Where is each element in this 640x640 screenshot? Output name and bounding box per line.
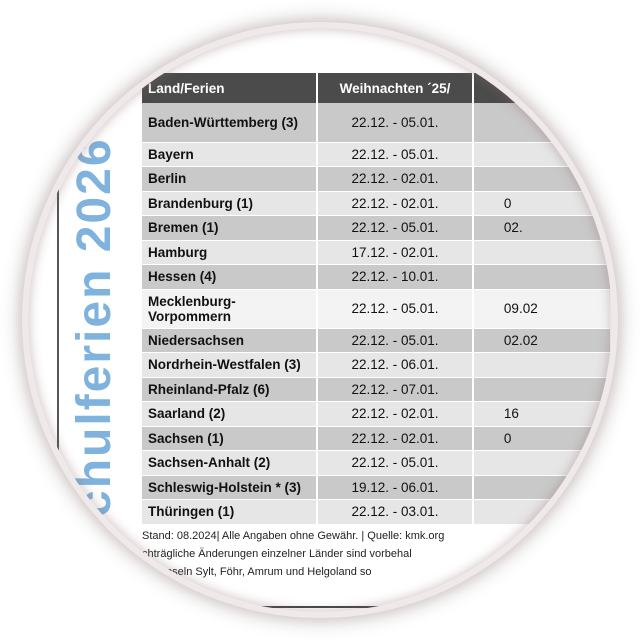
table-row <box>142 500 611 525</box>
next-holiday-cell <box>473 167 611 192</box>
footer-notice: chträgliche Änderungen einzelner Länder sind vorbehal <box>142 548 412 560</box>
footer-islands: Inseln Sylt, Föhr, Amrum und Helgoland so <box>163 566 372 578</box>
next-holiday-cell: 16 <box>473 402 611 427</box>
christmas-cell: 22.12. - 02.01. <box>317 191 473 216</box>
table-row <box>142 103 611 142</box>
table-row <box>142 475 611 500</box>
state-cell: Berlin <box>142 167 317 192</box>
next-holiday-cell <box>473 451 611 476</box>
state-cell: Hessen (4) <box>142 265 317 290</box>
table-row <box>142 353 611 378</box>
table-row <box>142 426 611 451</box>
next-holiday-cell <box>473 240 611 265</box>
state-cell: Mecklenburg-Vorpommern <box>142 289 317 328</box>
holiday-sheet <box>28 28 612 612</box>
table-header-row <box>142 73 611 103</box>
christmas-cell: 22.12. - 03.01. <box>317 500 473 525</box>
magnifier-lens <box>28 28 612 612</box>
header-next <box>473 73 611 103</box>
state-cell: Hamburg <box>142 240 317 265</box>
state-cell: Saarland (2) <box>142 402 317 427</box>
christmas-cell: 19.12. - 06.01. <box>317 475 473 500</box>
table-row <box>142 265 611 290</box>
christmas-cell: 22.12. - 06.01. <box>317 353 473 378</box>
header-state: Land/Ferien <box>142 73 317 103</box>
table-body <box>142 103 611 524</box>
table-row <box>142 451 611 476</box>
table-row <box>142 377 611 402</box>
next-holiday-cell <box>473 142 611 167</box>
table-row <box>142 142 611 167</box>
christmas-cell: 17.12. - 02.01. <box>317 240 473 265</box>
christmas-cell: 22.12. - 02.01. <box>317 167 473 192</box>
table-row <box>142 216 611 241</box>
state-cell: Thüringen (1) <box>142 500 317 525</box>
christmas-cell: 22.12. - 05.01. <box>317 142 473 167</box>
state-cell: Schleswig-Holstein * (3) <box>142 475 317 500</box>
next-holiday-cell <box>473 500 611 525</box>
state-cell: Nordrhein-Westfalen (3) <box>142 353 317 378</box>
state-cell: Bremen (1) <box>142 216 317 241</box>
next-holiday-cell: 02.02 <box>473 328 611 353</box>
bottom-rule <box>142 606 612 608</box>
state-cell: Sachsen-Anhalt (2) <box>142 451 317 476</box>
holiday-table <box>142 73 612 525</box>
christmas-cell: 22.12. - 10.01. <box>317 265 473 290</box>
next-holiday-cell <box>473 265 611 290</box>
table-row <box>142 402 611 427</box>
next-holiday-cell <box>473 377 611 402</box>
christmas-cell: 22.12. - 05.01. <box>317 289 473 328</box>
state-cell: Brandenburg (1) <box>142 191 317 216</box>
state-cell: Sachsen (1) <box>142 426 317 451</box>
christmas-cell: 22.12. - 05.01. <box>317 328 473 353</box>
table-row <box>142 289 611 328</box>
next-holiday-cell <box>473 103 611 142</box>
table-row <box>142 328 611 353</box>
next-holiday-cell: 0 <box>473 426 611 451</box>
header-christmas: Weihnachten ´25/ <box>317 73 473 103</box>
christmas-cell: 22.12. - 02.01. <box>317 402 473 427</box>
next-holiday-cell: 09.02 <box>473 289 611 328</box>
christmas-cell: 22.12. - 05.01. <box>317 216 473 241</box>
christmas-cell: 22.12. - 07.01. <box>317 377 473 402</box>
next-holiday-cell: 0 <box>473 191 611 216</box>
footer-source: Stand: 08.2024| Alle Angaben ohne Gewähr. | Quelle: kmk.org <box>142 530 445 542</box>
table-row <box>142 240 611 265</box>
state-cell: Rheinland-Pfalz (6) <box>142 377 317 402</box>
state-cell: Bayern <box>142 142 317 167</box>
table-row <box>142 167 611 192</box>
state-cell: Baden-Württemberg (3) <box>142 103 317 142</box>
side-title: Schulferien 2026 <box>68 137 121 551</box>
christmas-cell: 22.12. - 02.01. <box>317 426 473 451</box>
christmas-cell: 22.12. - 05.01. <box>317 103 473 142</box>
sheet-divider <box>57 28 59 612</box>
next-holiday-cell: 02. <box>473 216 611 241</box>
christmas-cell: 22.12. - 05.01. <box>317 451 473 476</box>
state-cell: Niedersachsen <box>142 328 317 353</box>
table-row <box>142 191 611 216</box>
next-holiday-cell <box>473 475 611 500</box>
next-holiday-cell <box>473 353 611 378</box>
